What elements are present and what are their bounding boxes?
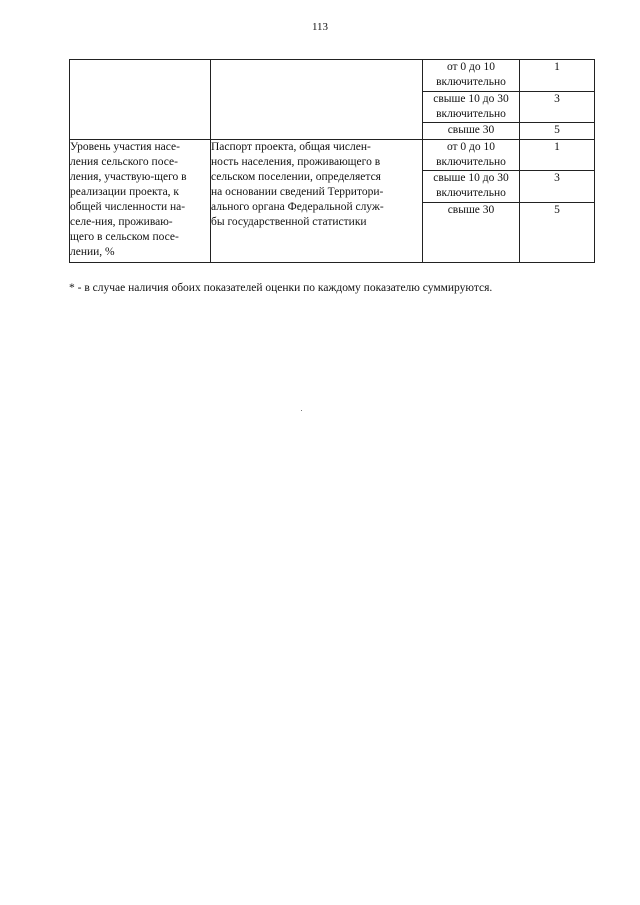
scoring-table <box>69 59 595 263</box>
criterion-cell <box>423 139 520 171</box>
indicator-line: Уровень участия насе- <box>70 140 180 153</box>
source-line: на основании сведений Территори- <box>211 185 384 198</box>
criterion-cell <box>423 202 520 262</box>
table-row <box>70 139 595 171</box>
indicator-line: щего в сельском посе- <box>70 230 179 243</box>
criterion-line: свыше 10 до 30 <box>433 172 509 185</box>
table-row <box>70 60 595 92</box>
source-line: сельском поселении, определяется <box>211 170 381 183</box>
score-cell: 3 <box>520 171 595 203</box>
score-cell: 1 <box>520 60 595 92</box>
criterion-line: свыше 30 <box>447 124 495 137</box>
criterion-cell <box>423 123 520 139</box>
criterion-line: от 0 до 10 <box>446 61 496 73</box>
indicator-line: ления, участвую-щего в <box>70 170 187 183</box>
criterion-line: включительно <box>436 155 506 168</box>
scan-speck <box>301 410 302 411</box>
score-cell: 1 <box>520 139 595 171</box>
footnote: * - в случае наличия обоих показателей оценки по каждому показателю суммируются. <box>69 282 493 294</box>
criterion-line: включительно <box>436 76 506 88</box>
source-line: ность населения, проживающего в <box>211 155 381 168</box>
empty-source-cell <box>211 60 423 140</box>
score-cell: 3 <box>520 91 595 123</box>
criterion-cell <box>423 60 520 92</box>
criterion-line: свыше 30 <box>447 203 495 216</box>
criterion-cell <box>423 171 520 203</box>
score-cell: 5 <box>520 123 595 139</box>
page-number: 113 <box>311 21 329 33</box>
indicator-line: ления сельского посе- <box>70 155 178 168</box>
indicator-line: реализации проекта, к <box>70 185 180 198</box>
criterion-cell <box>423 91 520 123</box>
source-line: бы государственной статистики <box>211 215 367 228</box>
indicator-line: селе-ния, проживаю- <box>70 215 173 228</box>
indicator-cell <box>70 139 211 262</box>
criterion-line: свыше 10 до 30 <box>433 92 509 105</box>
source-line: ального органа Федеральной служ- <box>211 200 384 213</box>
source-line: Паспорт проекта, общая числен- <box>211 140 371 153</box>
indicator-line: лении, % <box>70 245 115 258</box>
criterion-line: включительно <box>436 107 506 120</box>
criterion-line: от 0 до 10 <box>446 140 496 153</box>
criterion-line: включительно <box>436 187 506 200</box>
source-cell <box>211 139 423 262</box>
score-cell: 5 <box>520 202 595 262</box>
empty-indicator-cell <box>70 60 211 140</box>
indicator-line: общей численности на- <box>70 200 186 213</box>
